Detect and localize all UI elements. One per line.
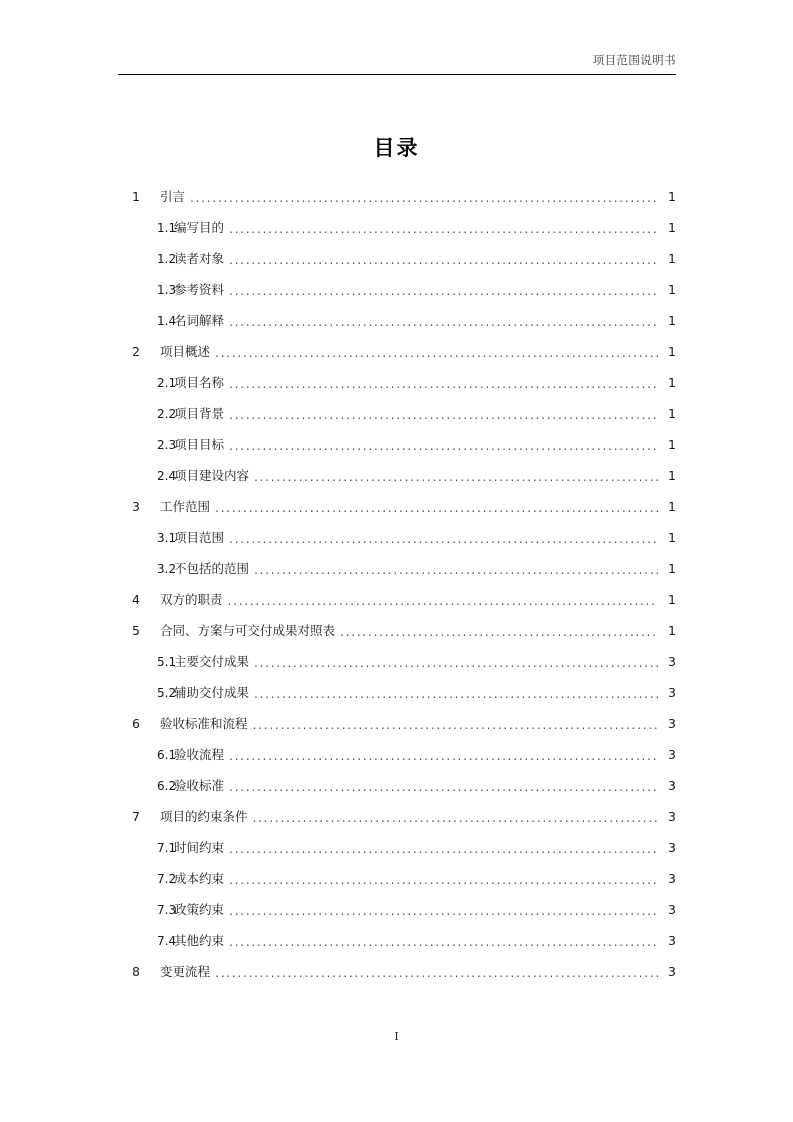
toc-leader-dots <box>254 655 658 667</box>
toc-entry-page: 3 <box>668 808 676 824</box>
toc-entry-number: 7.1 <box>157 841 177 855</box>
toc-entry-page: 1 <box>668 498 676 514</box>
toc-entry-label: 时间约束 <box>174 839 225 855</box>
toc-entry-page: 1 <box>668 312 676 328</box>
toc-entry[interactable] <box>118 916 676 947</box>
toc-entry-label: 项目背景 <box>174 405 225 421</box>
toc-entry-page: 3 <box>668 901 676 917</box>
toc-entry-page: 3 <box>668 839 676 855</box>
toc-entry-label: 项目名称 <box>174 374 225 390</box>
toc-entry[interactable] <box>118 947 676 978</box>
toc-leader-dots <box>340 624 658 636</box>
toc-entry-number: 1.4 <box>157 314 177 328</box>
toc-entry-number: 7.2 <box>157 872 177 886</box>
toc-entry-page: 1 <box>668 467 676 483</box>
page-title: 目录 <box>373 135 420 160</box>
toc-entry[interactable] <box>118 637 676 668</box>
toc-entry-label: 项目范围 <box>174 529 225 545</box>
toc-entry-label: 双方的职责 <box>160 591 223 607</box>
toc-entry[interactable] <box>118 730 676 761</box>
toc-entry-page: 3 <box>668 870 676 886</box>
toc-entry-label: 验收流程 <box>174 746 225 762</box>
toc-entry[interactable] <box>118 513 676 544</box>
toc-entry-label: 项目概述 <box>160 343 211 359</box>
toc-entry-label: 其他约束 <box>174 932 225 948</box>
toc-leader-dots <box>229 438 658 450</box>
toc-entry-page: 3 <box>668 653 676 669</box>
toc-entry-label: 验收标准 <box>174 777 225 793</box>
toc-entry-page: 3 <box>668 746 676 762</box>
toc-leader-dots <box>253 810 658 822</box>
toc-leader-dots <box>254 562 658 574</box>
toc-leader-dots <box>229 872 658 884</box>
toc-entry[interactable] <box>118 451 676 482</box>
toc-leader-dots <box>215 500 658 512</box>
toc-entry-page: 3 <box>668 777 676 793</box>
toc-leader-dots <box>215 345 658 357</box>
toc-entry-page: 1 <box>668 281 676 297</box>
toc-entry[interactable] <box>118 885 676 916</box>
toc-entry-number: 3 <box>132 498 140 514</box>
toc-entry-label: 引言 <box>160 188 186 204</box>
toc-entry-number: 1 <box>132 188 140 204</box>
toc-entry-number: 6.1 <box>157 748 177 762</box>
toc-entry[interactable] <box>118 296 676 327</box>
toc-entry-label: 项目建设内容 <box>174 467 250 483</box>
table-of-contents <box>118 172 676 978</box>
toc-entry-page: 1 <box>668 343 676 359</box>
toc-leader-dots <box>228 593 658 605</box>
toc-entry[interactable] <box>118 699 676 730</box>
toc-entry-number: 7 <box>132 808 140 824</box>
toc-entry-page: 3 <box>668 684 676 700</box>
toc-entry-number: 2.3 <box>157 438 177 452</box>
toc-entry-label: 读者对象 <box>174 250 225 266</box>
toc-entry-label: 参考资料 <box>174 281 225 297</box>
toc-entry[interactable] <box>118 358 676 389</box>
toc-entry-label: 辅助交付成果 <box>174 684 250 700</box>
toc-leader-dots <box>229 934 658 946</box>
toc-entry[interactable] <box>118 792 676 823</box>
toc-entry[interactable] <box>118 420 676 451</box>
toc-entry-page: 1 <box>668 405 676 421</box>
toc-leader-dots <box>229 903 658 915</box>
toc-entry[interactable] <box>118 854 676 885</box>
toc-entry[interactable] <box>118 234 676 265</box>
toc-entry[interactable] <box>118 668 676 699</box>
running-header: 项目范围说明书 <box>592 53 676 67</box>
toc-leader-dots <box>229 283 658 295</box>
toc-leader-dots <box>253 717 658 729</box>
toc-entry[interactable] <box>118 823 676 854</box>
toc-entry-page: 1 <box>668 622 676 638</box>
toc-entry-label: 主要交付成果 <box>174 653 250 669</box>
toc-leader-dots <box>229 221 658 233</box>
toc-leader-dots <box>229 779 658 791</box>
toc-entry-number: 5.1 <box>157 655 177 669</box>
toc-entry-label: 变更流程 <box>160 963 211 979</box>
toc-entry[interactable] <box>118 265 676 296</box>
toc-entry-page: 1 <box>668 560 676 576</box>
toc-leader-dots <box>229 841 658 853</box>
toc-entry-number: 3.2 <box>157 562 177 576</box>
toc-entry-label: 项目目标 <box>174 436 225 452</box>
toc-entry-number: 8 <box>132 963 140 979</box>
toc-entry[interactable] <box>118 544 676 575</box>
toc-entry-number: 5.2 <box>157 686 177 700</box>
toc-leader-dots <box>229 407 658 419</box>
toc-entry[interactable] <box>118 606 676 637</box>
toc-entry-page: 1 <box>668 436 676 452</box>
toc-entry-page: 1 <box>668 219 676 235</box>
toc-leader-dots <box>254 469 658 481</box>
toc-entry-number: 2.2 <box>157 407 177 421</box>
toc-entry-label: 工作范围 <box>160 498 211 514</box>
toc-entry-number: 7.3 <box>157 903 177 917</box>
toc-entry[interactable] <box>118 327 676 358</box>
toc-entry-number: 5 <box>132 622 140 638</box>
header-divider <box>118 74 676 75</box>
toc-leader-dots <box>254 686 658 698</box>
toc-entry-label: 合同、方案与可交付成果对照表 <box>160 622 336 638</box>
toc-leader-dots <box>190 190 658 202</box>
toc-entry-page: 1 <box>668 250 676 266</box>
toc-entry-number: 2.1 <box>157 376 177 390</box>
toc-entry[interactable] <box>118 203 676 234</box>
toc-entry-number: 7.4 <box>157 934 177 948</box>
toc-leader-dots <box>229 314 658 326</box>
toc-entry-label: 不包括的范围 <box>174 560 250 576</box>
footer-page-number: I <box>394 1030 399 1043</box>
toc-entry-number: 6 <box>132 715 140 731</box>
toc-leader-dots <box>229 748 658 760</box>
toc-entry-page: 1 <box>668 188 676 204</box>
toc-entry-number: 1.3 <box>157 283 177 297</box>
toc-entry[interactable] <box>118 482 676 513</box>
toc-entry-page: 3 <box>668 932 676 948</box>
toc-entry-label: 编写目的 <box>174 219 225 235</box>
toc-entry[interactable] <box>118 389 676 420</box>
toc-entry[interactable] <box>118 172 676 203</box>
toc-entry-page: 1 <box>668 374 676 390</box>
toc-entry-label: 项目的约束条件 <box>160 808 248 824</box>
toc-entry-label: 验收标准和流程 <box>160 715 248 731</box>
toc-leader-dots <box>229 376 658 388</box>
toc-entry-page: 1 <box>668 591 676 607</box>
toc-leader-dots <box>229 252 658 264</box>
toc-leader-dots <box>229 531 658 543</box>
toc-entry-page: 1 <box>668 529 676 545</box>
toc-entry-number: 4 <box>132 591 140 607</box>
toc-entry-label: 政策约束 <box>174 901 225 917</box>
toc-entry-number: 2 <box>132 343 140 359</box>
toc-entry-page: 3 <box>668 963 676 979</box>
toc-entry-number: 2.4 <box>157 469 177 483</box>
toc-entry-label: 成本约束 <box>174 870 225 886</box>
toc-entry-number: 3.1 <box>157 531 177 545</box>
toc-entry[interactable] <box>118 761 676 792</box>
toc-entry-label: 名词解释 <box>174 312 225 328</box>
toc-entry-number: 6.2 <box>157 779 177 793</box>
toc-leader-dots <box>215 965 658 977</box>
toc-entry-page: 3 <box>668 715 676 731</box>
toc-entry-number: 1.2 <box>157 252 177 266</box>
toc-entry[interactable] <box>118 575 676 606</box>
toc-entry-number: 1.1 <box>157 221 177 235</box>
